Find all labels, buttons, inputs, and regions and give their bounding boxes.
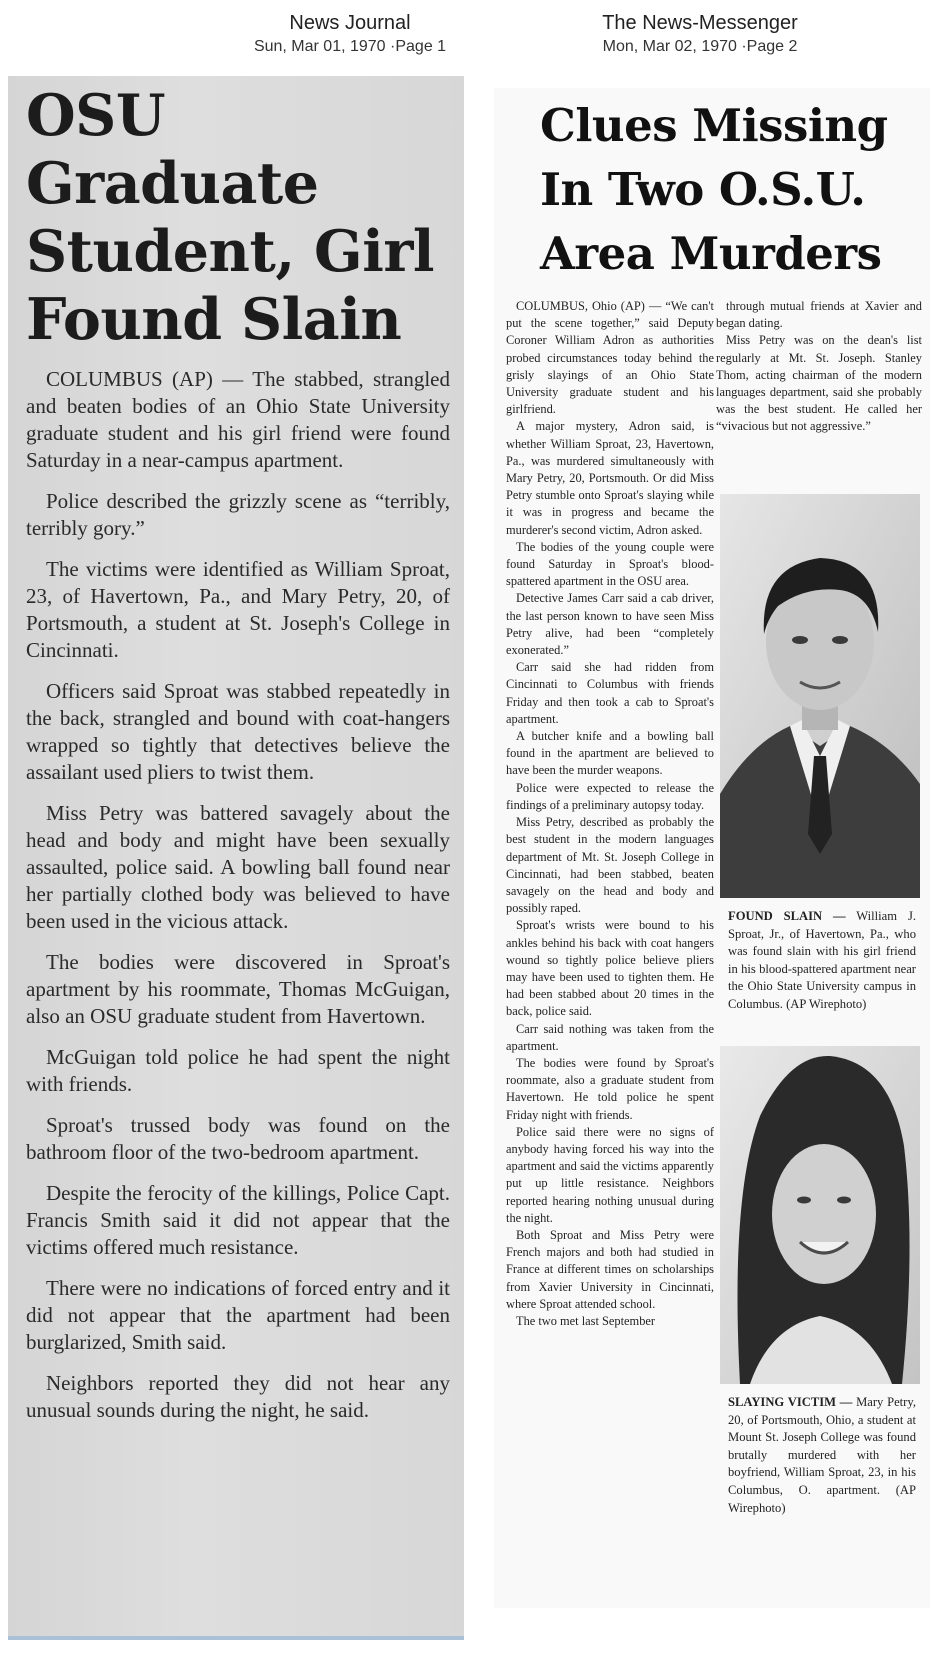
caption-label: FOUND SLAIN —	[728, 909, 846, 923]
left-paragraph: Miss Petry was battered savagely about the head and body and might have been sexually assaulted, police said. A bowling ball found near her partially clothed body was believed to have been used in the vicious attack.	[26, 801, 450, 933]
left-paragraph: Officers said Sproat was stabbed repeatedly in the back, strangled and bound with coat-hangers wrapped so tightly that detectives believe the assailant used pliers to twist them.	[26, 679, 450, 784]
right-publication-date: Mon, Mar 02, 1970 ·Page 2	[602, 38, 798, 55]
right-paragraph: Miss Petry was on the dean's list regularly at Mt. St. Joseph. Stanley Thom, acting chairman of the modern languages department, said she probably was the best student. He called her “vivacious but not aggressive.”	[716, 333, 922, 434]
right-paragraph: Police said there were no signs of anybody having forced his way into the apartment and said the victims apparently put up little resistance. Neighbors reported hearing nothing unusual during the night.	[506, 1124, 714, 1225]
left-paragraph: Sproat's trussed body was found on the bathroom floor of the two-bedroom apartment.	[26, 1113, 450, 1164]
right-article-column-2	[716, 298, 922, 436]
right-headline: Clues Missing In Two O.S.U. Area Murders	[540, 99, 888, 280]
right-paragraph: Police were expected to release the findings of a preliminary autopsy today.	[506, 780, 714, 812]
portrait-woman-icon	[720, 1046, 920, 1384]
left-paragraph: The victims were identified as William Sproat, 23, of Havertown, Pa., and Mary Petry, 20, of Portsmouth, a student at St. Joseph's College in Cincinnati.	[26, 557, 450, 662]
left-paragraph: Neighbors reported they did not hear any unusual sounds during the night, he said.	[26, 1371, 450, 1422]
right-article-column-1	[506, 298, 714, 1330]
right-paragraph: A butcher knife and a bowling ball found in the apartment are believed to have been the murder weapons.	[506, 729, 714, 778]
left-paragraph: The bodies were discovered in Sproat's apartment by his roommate, Thomas McGuigan, also an OSU graduate student from Havertown.	[26, 950, 450, 1028]
caption-found-slain	[728, 908, 916, 1014]
caption-slaying-victim	[728, 1394, 916, 1517]
portrait-man-icon	[720, 494, 920, 898]
right-paragraph: COLUMBUS, Ohio (AP) — “We can't put the scene together,” said Deputy Coroner William Adron as authorities probed circumstances today behind the grisly slayings of an Ohio State University graduate student and his girlfriend.	[506, 299, 714, 417]
right-publication-name: The News-Messenger	[602, 12, 798, 34]
right-paragraph: Sproat's wrists were bound to his ankles behind his back with coat hangers wound so tightly police believe pliers may have been used to tighten them. He had been stabbed about 20 times in the back, police said.	[506, 918, 714, 1019]
left-paragraph: Police described the grizzly scene as “terribly, terribly gory.”	[26, 489, 450, 540]
caption-text: Mary Petry, 20, of Portsmouth, Ohio, a student at Mount St. Joseph College was found brutally murdered with her boyfriend, William Sproat, 23, in his Columbus, O. apartment. (AP Wirephoto)	[728, 1395, 916, 1515]
left-headline: OSU Graduate Student, Girl Found Slain	[26, 82, 435, 353]
right-paragraph: A major mystery, Adron said, is whether William Sproat, 23, Havertown, Pa., was murdered simultaneously with Mary Petry, 20, Portsmouth. Or did Miss Petry stumble onto Sproat's slaying while it was in progress and became the murderer's second victim, Adron asked.	[506, 419, 714, 537]
right-paragraph: Miss Petry, described as probably the best student in the modern languages department of Mt. St. Joseph College in Cincinnati, had been stabbed, beaten savagely on the head and body and possibly raped.	[506, 815, 714, 916]
right-paragraph: Both Sproat and Miss Petry were French majors and both had studied in France at different times on scholarships from Xavier University in Cincinnati, where Sproat attended school.	[506, 1227, 714, 1311]
caption-text: William J. Sproat, Jr., of Havertown, Pa., who was found slain with his girl friend in his blood-spattered apartment near the Ohio State University campus in Columbus. (AP Wirephoto)	[728, 909, 916, 1011]
right-paragraph: The bodies of the young couple were found Saturday in Sproat's blood-spattered apartment in the OSU area.	[506, 539, 714, 589]
left-publication-date: Sun, Mar 01, 1970 ·Page 1	[253, 38, 447, 55]
photo-mary-petry	[720, 1046, 920, 1384]
left-newspaper-clipping	[8, 76, 464, 1640]
right-paragraph: Carr said she had ridden from Cincinnati to Columbus with friends Friday and then took a cab to Sproat's apartment.	[506, 660, 714, 726]
caption-label: SLAYING VICTIM —	[728, 1395, 853, 1409]
photo-william-sproat	[720, 494, 920, 898]
left-publication-name: News Journal	[289, 12, 411, 34]
left-source-header	[230, 10, 470, 58]
right-paragraph: through mutual friends at Xavier and began dating.	[716, 299, 922, 331]
right-newspaper-clipping	[494, 88, 930, 1608]
right-source-header	[560, 10, 840, 58]
left-paragraph: COLUMBUS (AP) — The stabbed, strangled and beaten bodies of an Ohio State University graduate student and his girl friend were found Saturday in a near-campus apartment.	[26, 367, 450, 472]
right-paragraph: Carr said nothing was taken from the apartment.	[506, 1021, 714, 1053]
left-paragraph: There were no indications of forced entry and it did not appear that the apartment had been burglarized, Smith said.	[26, 1276, 450, 1354]
right-paragraph: The two met last September	[516, 1313, 656, 1328]
right-paragraph: The bodies were found by Sproat's roommate, also a graduate student from Havertown. He told police he spent Friday night with friends.	[506, 1055, 714, 1122]
left-paragraph: Despite the ferocity of the killings, Police Capt. Francis Smith said it did not appear that the victims offered much resistance.	[26, 1181, 450, 1259]
right-paragraph: Detective James Carr said a cab driver, the last person known to have seen Miss Petry alive, had been “completely exonerated.”	[506, 591, 714, 658]
left-paragraph: McGuigan told police he had spent the night with friends.	[26, 1045, 450, 1096]
